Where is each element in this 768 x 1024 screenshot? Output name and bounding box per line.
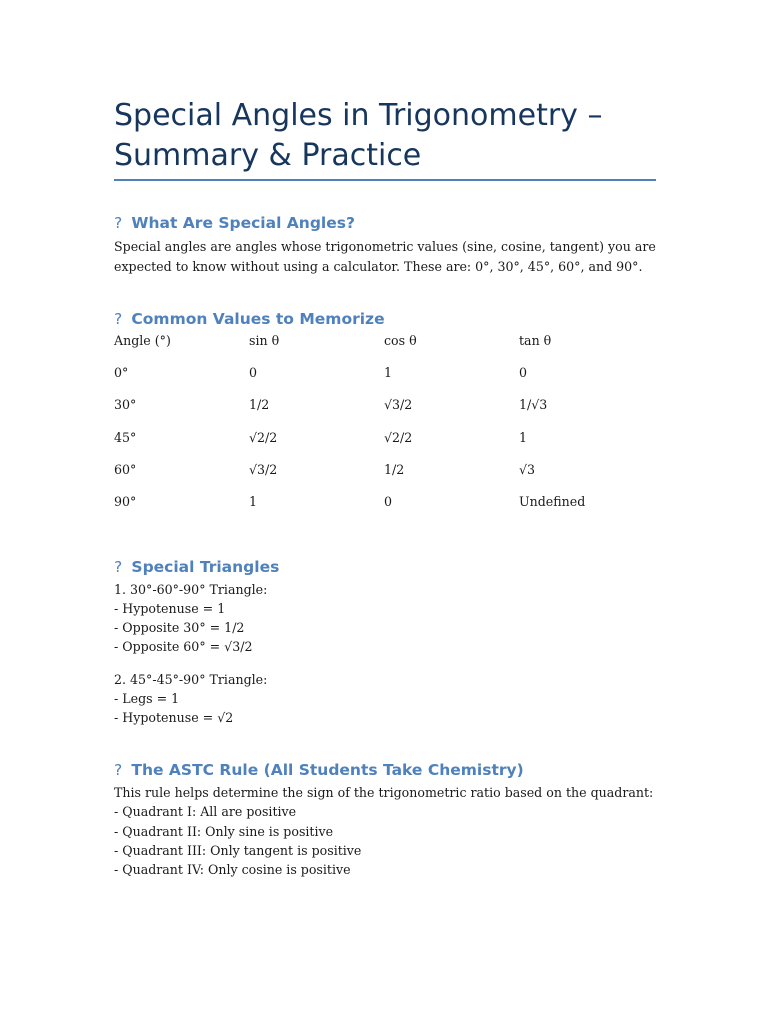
text-line: - Quadrant IV: Only cosine is positive xyxy=(114,862,351,878)
heading-text: Special Triangles xyxy=(131,558,280,576)
text-line: - Quadrant III: Only tangent is positive xyxy=(114,842,362,858)
heading-special-triangles xyxy=(114,557,279,577)
text-line: - Quadrant I: All are positive xyxy=(114,804,297,820)
heading-what-are-special-angles xyxy=(114,213,355,233)
column-header: tan θ xyxy=(519,333,552,348)
table-cell: √3 xyxy=(519,461,536,477)
paragraph-triangle-45-45-90 xyxy=(114,670,634,727)
table-cell: 1/2 xyxy=(384,461,405,477)
table-header-row xyxy=(114,331,654,363)
column-header: Angle (°) xyxy=(114,333,171,348)
text-line: - Legs = 1 xyxy=(114,691,180,706)
paragraph-triangle-30-60-90 xyxy=(114,580,634,656)
table-cell: 0 xyxy=(249,365,258,381)
table-cell: 0° xyxy=(114,365,129,381)
missing-glyph-icon: ? xyxy=(114,761,123,779)
document-title: Special Angles in Trigonometry – Summary & Practice xyxy=(114,98,603,173)
table-row xyxy=(114,395,654,427)
text-line: - Hypotenuse = √2 xyxy=(114,710,234,725)
heading-text: The ASTC Rule (All Students Take Chemistry) xyxy=(131,761,524,779)
text-line: Special angles are angles whose trigonometric values (sine, cosine, tangent) you are xyxy=(114,239,656,254)
text-line: This rule helps determine the sign of the trigonometric ratio based on the quadrant: xyxy=(114,785,654,800)
text-line: - Opposite 60° = √3/2 xyxy=(114,639,253,654)
table-cell: 0 xyxy=(384,493,393,509)
table-row xyxy=(114,460,654,492)
table-cell: Undefined xyxy=(519,493,586,509)
table-cell: √2/2 xyxy=(249,429,278,445)
values-table xyxy=(114,331,654,524)
missing-glyph-icon: ? xyxy=(114,310,123,328)
table-cell: 60° xyxy=(114,461,137,477)
text-line: 1. 30°-60°-90° Triangle: xyxy=(114,582,268,597)
table-cell: 1 xyxy=(249,493,258,509)
table-cell: 30° xyxy=(114,397,137,413)
column-header: cos θ xyxy=(384,333,417,348)
text-line: 2. 45°-45°-90° Triangle: xyxy=(114,672,268,687)
table-cell: 1/2 xyxy=(249,397,270,413)
table-cell: 90° xyxy=(114,493,137,509)
title-underline xyxy=(114,179,656,181)
paragraph-astc xyxy=(114,783,654,879)
text-line: - Hypotenuse = 1 xyxy=(114,601,226,616)
table-cell: 1 xyxy=(384,365,393,381)
paragraph-definition xyxy=(114,237,656,276)
text-line: - Quadrant II: Only sine is positive xyxy=(114,823,334,839)
column-header: sin θ xyxy=(249,333,280,348)
table-row xyxy=(114,492,654,524)
table-cell: √2/2 xyxy=(384,429,413,445)
table-row xyxy=(114,363,654,395)
table-cell: 1 xyxy=(519,429,528,445)
heading-text: Common Values to Memorize xyxy=(131,310,385,328)
table-cell: 0 xyxy=(519,365,528,381)
table-cell: 45° xyxy=(114,429,137,445)
heading-text: What Are Special Angles? xyxy=(131,214,355,232)
heading-astc-rule xyxy=(114,760,524,780)
table-cell: √3/2 xyxy=(249,461,278,477)
text-line: expected to know without using a calculator. These are: 0°, 30°, 45°, 60°, and 90°. xyxy=(114,258,643,274)
table-row xyxy=(114,428,654,460)
heading-common-values xyxy=(114,309,385,329)
missing-glyph-icon: ? xyxy=(114,558,123,576)
text-line: - Opposite 30° = 1/2 xyxy=(114,620,245,635)
table-cell: √3/2 xyxy=(384,397,413,413)
missing-glyph-icon: ? xyxy=(114,214,123,232)
table-cell: 1/√3 xyxy=(519,397,548,413)
